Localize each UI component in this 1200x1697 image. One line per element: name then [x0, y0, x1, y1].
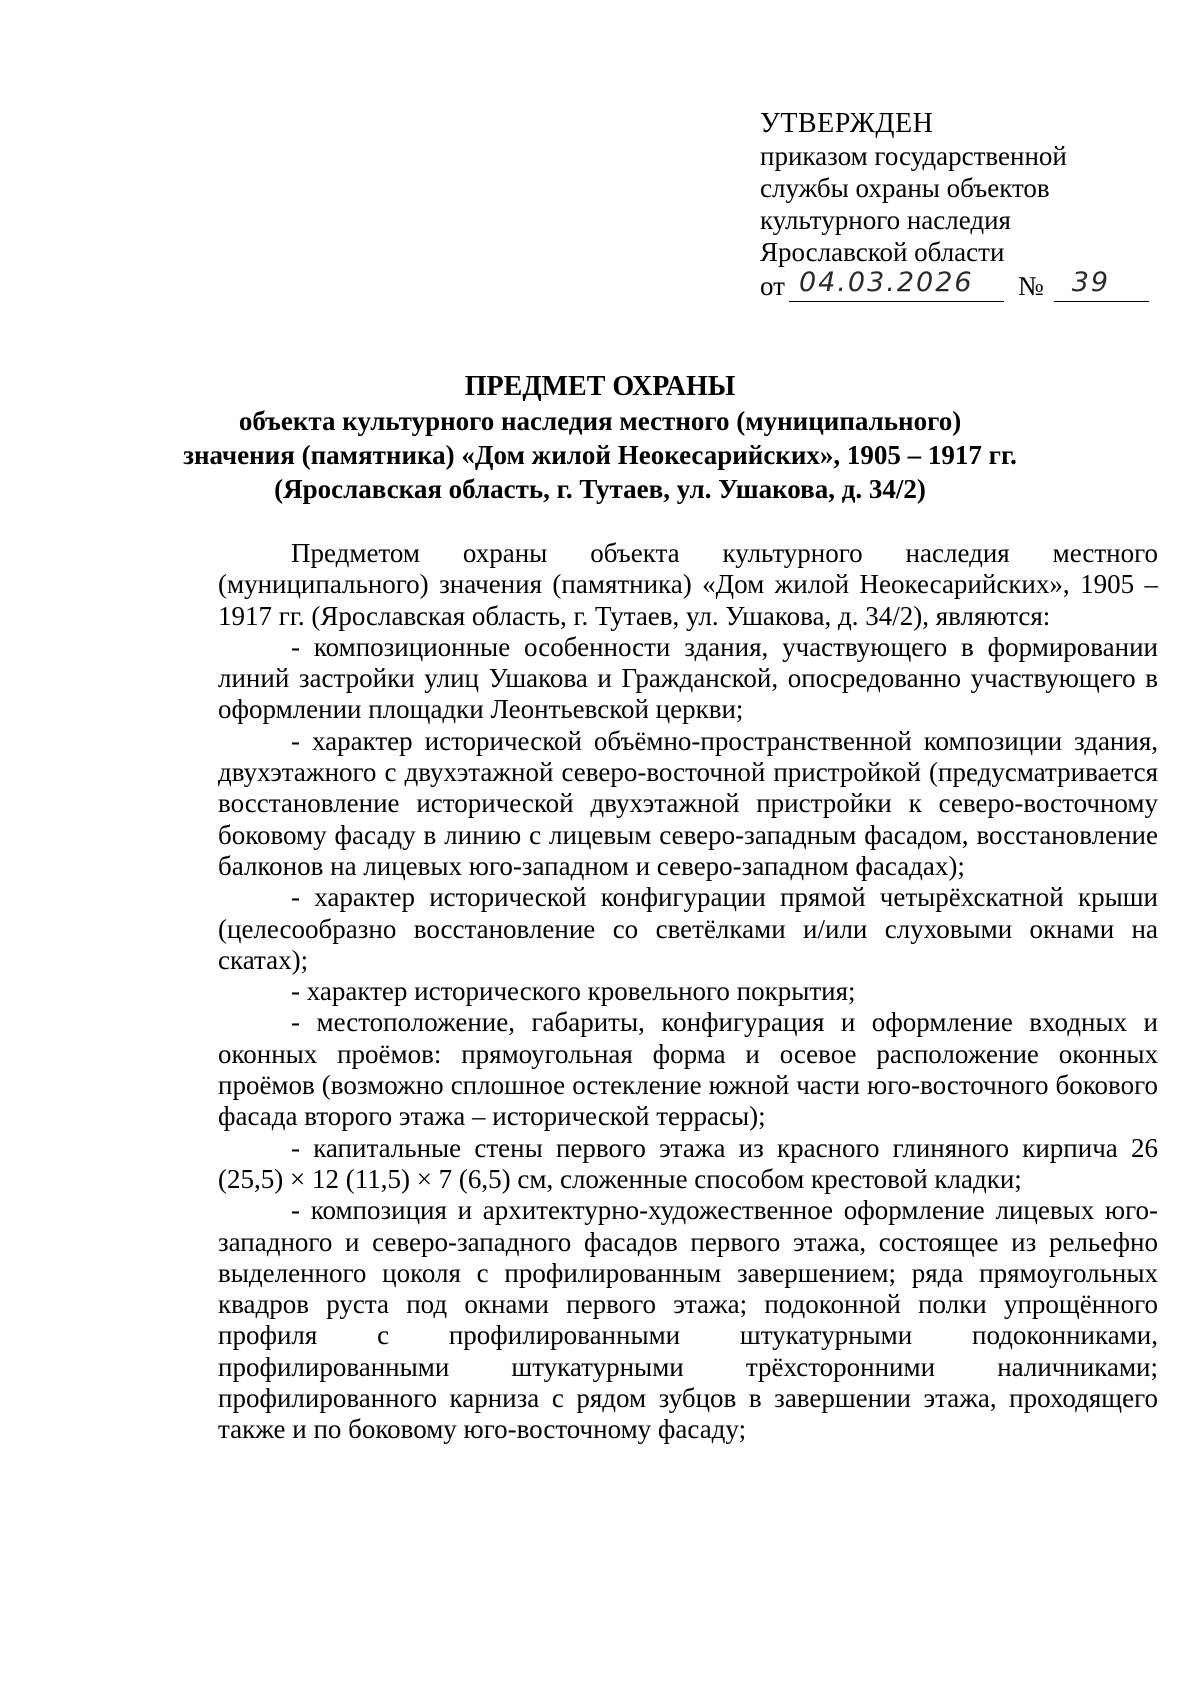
handwritten-number: 39	[1071, 267, 1111, 298]
body-paragraph: Предметом охраны объекта культурного наследия местного (муниципального) значения (памятника) «Дом жилой Неокесарийских», 1905 – 1917 гг. (Ярославская область, г. Тутаев, ул. Ушакова, д. 34/2), являются:	[218, 538, 1158, 631]
approval-line: Ярославской области	[760, 237, 1005, 267]
document-title-block	[180, 370, 1020, 506]
document-body	[218, 538, 1158, 1446]
body-paragraph: - характер исторической конфигурации прямой четырёхскатной крыши (целесообразно восстановление со светёлками и/или слуховыми окнами на скатах);	[218, 882, 1158, 975]
date-field	[789, 267, 1004, 302]
body-paragraph: - местоположение, габариты, конфигурация и оформление входных и оконных проёмов: прямоугольная форма и осевое расположение оконных проёмов (возможно сплошное остекление южной части юго-восточного бокового фасада второго этажа – исторической террасы);	[218, 1007, 1158, 1132]
date-prefix: от	[760, 271, 785, 301]
body-paragraph: - капитальные стены первого этажа из красного глиняного кирпича 26 (25,5) × 12 (11,5) × 7 (6,5) см, сложенные способом крестовой кладки;	[218, 1132, 1158, 1194]
handwritten-date: 04.03.2026	[798, 267, 974, 298]
document-title: ПРЕДМЕТ ОХРАНЫ	[464, 371, 736, 402]
body-paragraph: - композиционные особенности здания, участвующего в формировании линий застройки улиц Ушакова и Гражданской, опосредованно участвующего в оформлении площадки Леонтьевской церкви;	[218, 631, 1158, 725]
body-paragraph: - характер исторической объёмно-пространственной композиции здания, двухэтажного с двухэтажной северо-восточной пристройкой (предусматривается восстановление исторической двухэтажной пристройки к северо-восточному боковому фасаду в линию с лицевым северо-западным фасадом, восстановление балконов на лицевых юго-западном и северо-западном фасадах);	[218, 725, 1158, 881]
approval-date-number-row	[760, 267, 1160, 302]
approval-line: службы охраны объектов	[760, 173, 1050, 203]
approval-heading: УТВЕРЖДЕН	[760, 108, 934, 139]
approval-line: культурного наследия	[760, 205, 1011, 235]
number-field	[1054, 267, 1149, 302]
body-paragraph: - характер исторического кровельного покрытия;	[291, 976, 856, 1007]
document-subtitle: объекта культурного наследия местного (муниципального) значения (памятника) «Дом жилой Неокесарийских», 1905 – 1917 гг. (Ярославская область, г. Тутаев, ул. Ушакова, д. 34/2)	[183, 406, 1017, 504]
approval-stamp-block	[760, 108, 1160, 302]
body-paragraph: - композиция и архитектурно-художественное оформление лицевых юго-западного и северо-западного фасадов первого этажа, состоящее из рельефно выделенного цоколя с профилированным завершением; ряда прямоугольных квадров руста под окнами первого этажа; подоконной полки упрощённого профиля с профилированными штукатурными подоконниками, профилированными штукатурными трёхсторонними наличниками; профилированного карниза с рядом зубцов в завершении этажа, проходящего также и по боковому юго-восточному фасаду;	[218, 1195, 1158, 1445]
number-sign: №	[1017, 271, 1044, 301]
approval-line: приказом государственной	[760, 141, 1067, 171]
